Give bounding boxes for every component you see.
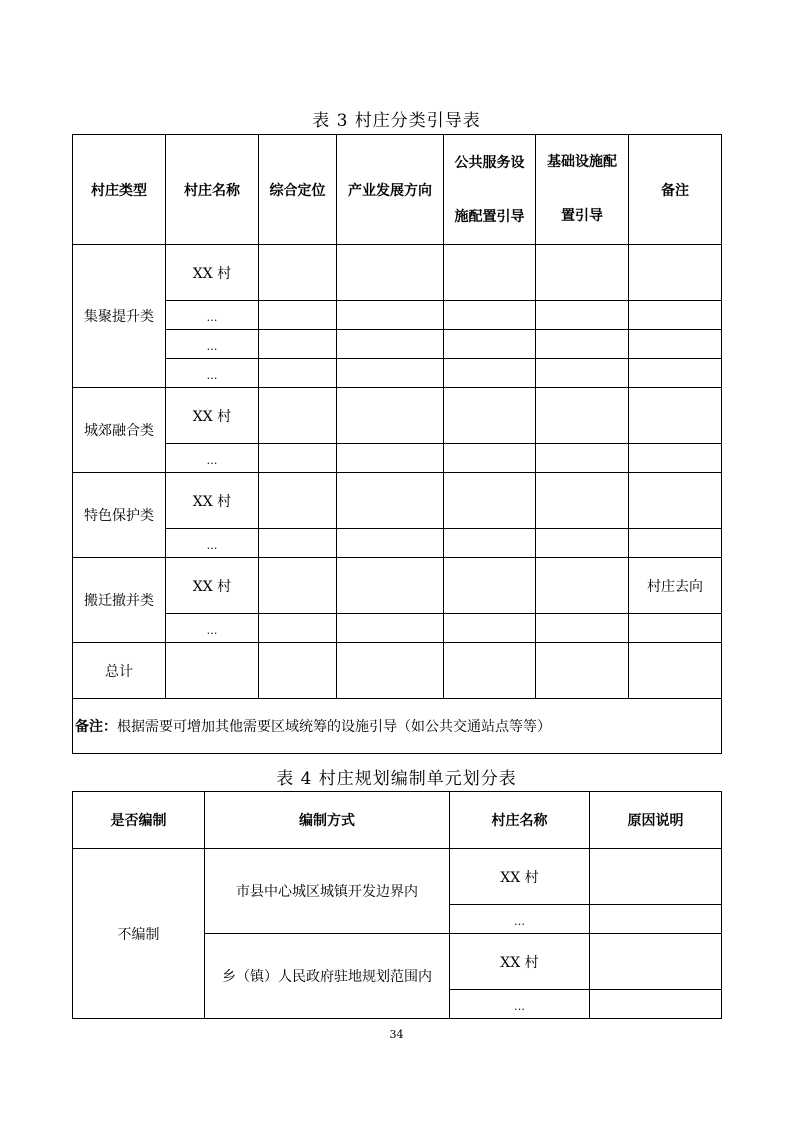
header-infrastructure-line2: 置引导 <box>561 208 603 224</box>
compile-method-cell: 乡（镇）人民政府驻地规划范围内 <box>205 934 450 1019</box>
header-infrastructure <box>536 135 629 245</box>
header-positioning: 综合定位 <box>259 135 337 245</box>
total-label: 总计 <box>73 643 166 699</box>
remarks-cell <box>629 245 722 301</box>
village-type-cell: 城郊融合类 <box>73 388 166 473</box>
header-village-name: 村庄名称 <box>166 135 259 245</box>
footnote-label: 备注： <box>75 719 117 735</box>
remarks-cell: 村庄去向 <box>629 558 722 614</box>
village-name-cell: … <box>166 444 259 473</box>
header-industry-direction: 产业发展方向 <box>337 135 444 245</box>
village-name-cell: … <box>450 905 590 934</box>
village-name-cell: … <box>166 301 259 330</box>
village-name-cell: … <box>450 990 590 1019</box>
header-infrastructure-line1: 基础设施配 <box>547 154 617 170</box>
village-name-cell: … <box>166 330 259 359</box>
table3-footnote <box>73 699 722 754</box>
village-name-cell: XX 村 <box>450 849 590 905</box>
village-name-cell: XX 村 <box>450 934 590 990</box>
header-compile-status: 是否编制 <box>73 792 205 849</box>
village-name-cell: XX 村 <box>166 388 259 444</box>
village-name-cell: XX 村 <box>166 473 259 529</box>
footnote-text: 根据需要可增加其他需要区域统筹的设施引导（如公共交通站点等等） <box>117 719 551 735</box>
remarks-cell <box>629 388 722 444</box>
header-public-service-line2: 施配置引导 <box>454 208 525 225</box>
remarks-cell <box>629 473 722 529</box>
header-village-type: 村庄类型 <box>73 135 166 245</box>
village-type-cell: 特色保护类 <box>73 473 166 558</box>
village-name-cell: XX 村 <box>166 558 259 614</box>
village-name-cell: … <box>166 529 259 558</box>
village-classification-table <box>72 134 722 754</box>
header-village-name: 村庄名称 <box>450 792 590 849</box>
not-compiled-cell: 不编制 <box>73 849 205 1019</box>
village-name-cell: XX 村 <box>166 245 259 301</box>
planning-unit-table <box>72 791 722 1019</box>
village-type-cell: 集聚提升类 <box>73 245 166 388</box>
page-number: 34 <box>389 1028 404 1041</box>
header-remarks: 备注 <box>629 135 722 245</box>
header-reason: 原因说明 <box>590 792 722 849</box>
table3-title: 表 3 村庄分类引导表 <box>312 111 481 131</box>
header-public-service-line1: 公共服务设 <box>454 154 525 171</box>
compile-method-cell: 市县中心城区城镇开发边界内 <box>205 849 450 934</box>
village-name-cell: … <box>166 359 259 388</box>
village-type-cell: 搬迁撤并类 <box>73 558 166 643</box>
header-public-service <box>444 135 536 245</box>
header-compile-method: 编制方式 <box>205 792 450 849</box>
table4-title: 表 4 村庄规划编制单元划分表 <box>276 769 517 789</box>
village-name-cell: … <box>166 614 259 643</box>
